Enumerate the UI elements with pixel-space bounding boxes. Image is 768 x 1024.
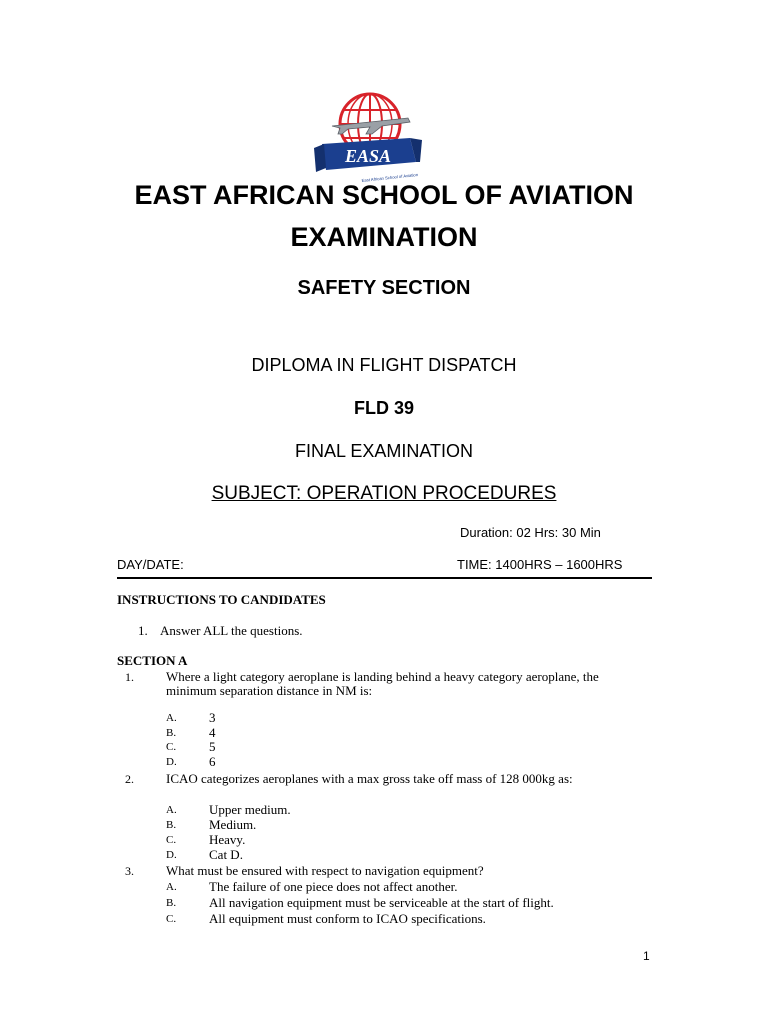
instructions-title: INSTRUCTIONS TO CANDIDATES xyxy=(117,592,326,607)
question-number: 3. xyxy=(125,864,134,878)
option-text: Upper medium. xyxy=(209,802,291,817)
time-text: TIME: 1400HRS – 1600HRS xyxy=(457,557,623,572)
option-label: D. xyxy=(166,756,177,768)
programme-title: DIPLOMA IN FLIGHT DISPATCH xyxy=(251,355,517,375)
day-date-label: DAY/DATE: xyxy=(117,557,184,572)
duration-text: Duration: 02 Hrs: 30 Min xyxy=(460,525,601,540)
option-text: All navigation equipment must be serviceable at the start of flight. xyxy=(209,895,554,910)
logo-ribbon-caption: East African School of Aviation xyxy=(361,172,419,183)
question-text: ICAO categorizes aeroplanes with a max gross take off mass of 128 000kg as: xyxy=(166,771,573,786)
page-number: 1 xyxy=(643,949,650,963)
option-text: Heavy. xyxy=(209,832,246,847)
header-divider xyxy=(117,577,652,579)
option-label: A. xyxy=(166,881,177,893)
logo-text: EASA xyxy=(344,146,392,166)
exam-title: EXAMINATION xyxy=(290,222,478,252)
option-label: C. xyxy=(166,913,177,925)
question-number: 2. xyxy=(125,772,134,786)
question-text: minimum separation distance in NM is: xyxy=(166,683,373,698)
option-text: 3 xyxy=(209,710,216,725)
option-text: 5 xyxy=(209,739,216,754)
option-text: All equipment must conform to ICAO specifications. xyxy=(209,911,486,926)
option-label: D. xyxy=(166,849,177,861)
option-text: The failure of one piece does not affect another. xyxy=(209,879,458,894)
section-title: SAFETY SECTION xyxy=(297,277,471,299)
instruction-text: Answer ALL the questions. xyxy=(160,623,303,638)
option-label: C. xyxy=(166,741,177,753)
option-label: A. xyxy=(166,804,177,816)
option-label: B. xyxy=(166,727,177,739)
option-label: B. xyxy=(166,897,177,909)
option-label: A. xyxy=(166,712,177,724)
subject-text: SUBJECT: OPERATION PROCEDURES xyxy=(211,483,557,504)
course-code: FLD 39 xyxy=(353,398,414,418)
option-text: Cat D. xyxy=(209,847,243,862)
option-label: C. xyxy=(166,834,177,846)
question-number: 1. xyxy=(125,670,134,684)
exam-type: FINAL EXAMINATION xyxy=(294,441,474,461)
easa-logo xyxy=(312,88,424,184)
subject-line xyxy=(0,483,768,505)
option-text: Medium. xyxy=(209,817,257,832)
option-label: B. xyxy=(166,819,177,831)
option-text: 6 xyxy=(209,754,216,769)
option-text: 4 xyxy=(209,725,216,740)
question-text: What must be ensured with respect to navigation equipment? xyxy=(166,863,484,878)
instruction-number: 1. xyxy=(138,623,148,638)
section-a-title: SECTION A xyxy=(117,653,188,668)
school-title: EAST AFRICAN SCHOOL OF AVIATION xyxy=(134,180,634,210)
question-text: Where a light category aeroplane is landing behind a heavy category aeroplane, the xyxy=(166,669,599,684)
